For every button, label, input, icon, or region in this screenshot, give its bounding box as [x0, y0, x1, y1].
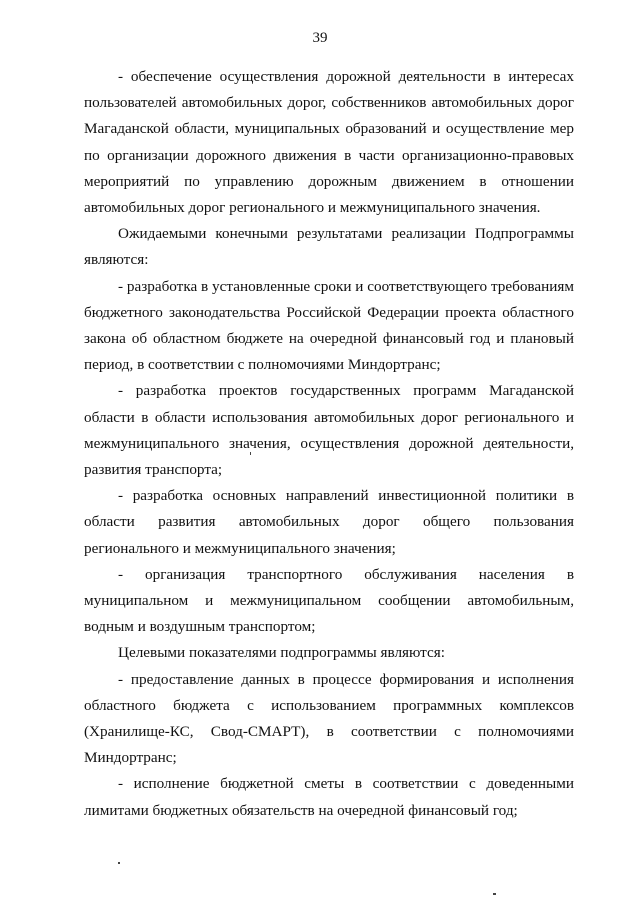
paragraph-budget-law-development: - разработка в установленные сроки и соответствующего требованиям бюджетного законодательства Российской Федерации проекта областного закона об областном бюджете на очередной финансовый год и плановый период, в соответствии с полномочиями Миндортранс; — [84, 277, 574, 374]
scan-speck — [493, 893, 496, 895]
paragraph-budget-data: - предоставление данных в процессе формирования и исполнения областного бюджета с использованием программных комплексов (Хранилище-КС, Свод-СМАРТ), в соответствии с полномочиями Миндортранс; — [84, 670, 574, 767]
paragraph-expected-results-heading: Ожидаемыми конечными результатами реализации Подпрограммы являются: — [84, 225, 574, 269]
paragraph-budget-estimate: - исполнение бюджетной сметы в соответствии с доведенными лимитами бюджетных обязательств на очередной финансовый год; — [84, 775, 574, 819]
scan-speck — [118, 862, 120, 864]
paragraph-investment-policy: - разработка основных направлений инвестиционной политики в области развития автомобильных дорог общего пользования регионального и межмуниципального значения; — [84, 487, 574, 557]
document-body — [84, 64, 574, 824]
paragraph-state-programs-development: - разработка проектов государственных программ Магаданской области в области использования автомобильных дорог регионального и межмуниципального значения, осуществления дорожной деятельности, развития транспорта; — [84, 382, 574, 479]
scan-speck — [250, 452, 251, 455]
page-number: 39 — [312, 30, 328, 46]
paragraph-target-indicators-heading: Целевыми показателями подпрограммы являются: — [118, 644, 445, 662]
paragraph-transport-service: - организация транспортного обслуживания населения в муниципальном и межмуниципальном сообщении автомобильным, водным и воздушным транспортом; — [84, 565, 574, 636]
paragraph-road-activity: - обеспечение осуществления дорожной деятельности в интересах пользователей автомобильных дорог, собственников автомобильных дорог Магаданской области, муниципальных образований и осуществление мер по организации дорожного движения в части организационно-правовых мероприятий по управлению дорожным движением в отношении автомобильных дорог регионального и межмуниципального значения. — [84, 68, 574, 217]
